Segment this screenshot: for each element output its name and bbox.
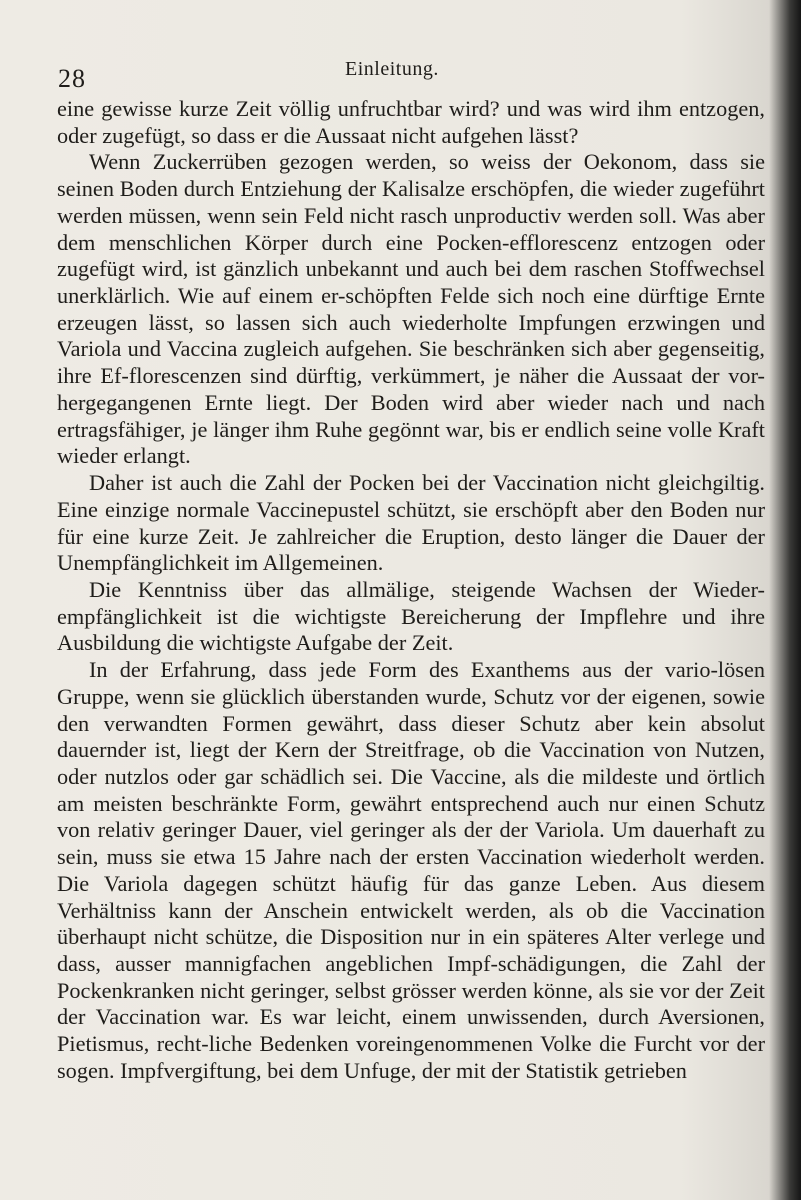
paragraph: In der Erfahrung, dass jede Form des Exanthems aus der vario-lösen Gruppe, wenn sie glücklich überstanden wurde, Schutz vor der eigenen, sowie den verwandten Formen gewährt, dass dieser Schutz aber kein absolut dauernder ist, liegt der Kern der Streitfrage, ob die Vaccination von Nutzen, oder nutzlos oder gar schädlich sei. Die Vaccine, als die mildeste und örtlich am meisten beschränkte Form, gewährt entsprechend auch nur einen Schutz von relativ geringer Dauer, viel geringer als der der Variola. Um dauerhaft zu sein, muss sie etwa 15 Jahre nach der ersten Vaccination wiederholt werden. Die Variola dagegen schützt häufig für das ganze Leben. Aus diesem Verhältniss kann der Anschein entwickelt werden, als ob die Vaccination überhaupt nicht schütze, die Disposition nur in ein späteres Alter verlege und dass, ausser mannigfachen angeblichen Impf-schädigungen, die Zahl der Pockenkranken nicht geringer, selbst grösser werden könne, als sie vor der Zeit der Vaccination war. Es war leicht, einem unwissenden, durch Aversionen, Pietismus, recht-liche Bedenken voreingenommenen Volke die Furcht vor der sogen. Impfvergiftung, bei dem Unfuge, der mit der Statistik getrieben	[57, 657, 765, 1083]
page-number: 28	[58, 64, 86, 93]
page-header	[58, 58, 758, 93]
paragraph: Daher ist auch die Zahl der Pocken bei der Vaccination nicht gleichgiltig. Eine einzige normale Vaccinepustel schützt, sie erschöpft aber den Boden nur für eine kurze Zeit. Je zahlreicher die Eruption, desto länger die Dauer der Unempfänglichkeit im Allgemeinen.	[57, 470, 765, 576]
body-text	[57, 96, 765, 1085]
paragraph: eine gewisse kurze Zeit völlig unfruchtbar wird? und was wird ihm entzogen, oder zugefügt, so dass er die Aussaat nicht aufgehen lässt?	[57, 96, 765, 148]
running-head: Einleitung.	[345, 58, 439, 80]
paragraph: Wenn Zuckerrüben gezogen werden, so weiss der Oekonom, dass sie seinen Boden durch Entziehung der Kalisalze erschöpfen, die wieder zugeführt werden müssen, wenn sein Feld nicht rasch unproductiv werden soll. Was aber dem menschlichen Körper durch eine Pocken-efflorescenz entzogen oder zugefügt wird, ist gänzlich unbekannt und auch bei dem raschen Stoffwechsel unerklärlich. Wie auf einem er-schöpften Felde sich noch eine dürftige Ernte erzeugen lässt, so lassen sich auch wiederholte Impfungen erzwingen und Variola und Vaccina zugleich aufgehen. Sie beschränken sich aber gegenseitig, ihre Ef-florescenzen sind dürftig, verkümmert, je näher die Aussaat der vor-hergegangenen Ernte liegt. Der Boden wird aber wieder nach und nach ertragsfähiger, je länger ihm Ruhe gegönnt war, bis er endlich seine volle Kraft wieder erlangt.	[57, 149, 765, 469]
paragraph: Die Kenntniss über das allmälige, steigende Wachsen der Wieder-empfänglichkeit ist die wichtigste Bereicherung der Impflehre und ihre Ausbildung die wichtigste Aufgabe der Zeit.	[57, 576, 765, 656]
